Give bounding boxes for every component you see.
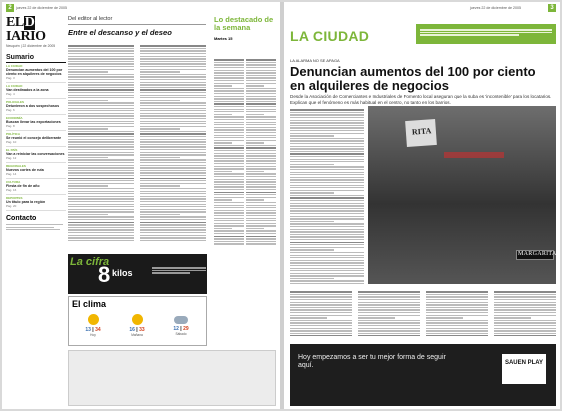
sumario-section: EL PAÍS — [6, 148, 18, 152]
temp-max: 34 — [95, 327, 101, 333]
sumario-title: Nuevos cortes de ruta — [6, 168, 44, 172]
sumario-section: LA CIUDAD — [6, 64, 23, 68]
sumario-title: Van destinados a la zona — [6, 88, 49, 92]
contacto-title: Contacto — [6, 215, 37, 222]
logo-box: D — [24, 16, 35, 30]
sumario-title: Van a reiniciar las conversaciones — [6, 152, 65, 156]
clima-day — [72, 312, 114, 342]
logo-prefix: EL — [6, 16, 24, 30]
page-number: 3 — [548, 4, 556, 12]
right-page — [284, 2, 560, 409]
article-headline: Denuncian aumentos del 100 por ciento en alquileres de negocios — [290, 64, 536, 93]
editor-column-2 — [140, 44, 206, 242]
photo-awning — [444, 152, 504, 158]
sumario-item — [6, 115, 66, 131]
clima-days — [72, 312, 204, 342]
sumario-section: REGIONALES — [6, 164, 26, 168]
sumario-item — [6, 147, 66, 163]
photo-sign-bottom-text: MARGARITA — [518, 251, 557, 257]
temp-min: 12 — [173, 326, 179, 332]
editor-kicker: Del editor al lector — [68, 16, 206, 25]
sumario-title: Denuncian aumentos del 100 por ciento en alquileres de negocios — [6, 68, 63, 76]
sumario-section: DEPORTES — [6, 196, 23, 200]
lower-columns — [290, 288, 556, 336]
sun-icon — [88, 314, 99, 325]
sumario-title: Se reunió el concejo deliberante — [6, 136, 62, 140]
sumario-page: Pág. 3 — [6, 76, 15, 80]
sumario-item — [6, 83, 66, 99]
promo-text — [420, 28, 552, 37]
ad-logo-text: SAUEN PLAY — [504, 360, 544, 366]
sumario-title: Sumario — [6, 54, 66, 63]
edition-line: Neuquén | 22 diciembre de 2005 — [6, 44, 56, 48]
clima-day-name: Sábado — [175, 332, 187, 336]
sumario-section: POLÍTICA — [6, 132, 20, 136]
temp-max: 33 — [139, 327, 145, 333]
lower-column-4 — [494, 290, 556, 336]
folio-date: jueves 22 de diciembre de 2005 — [470, 6, 521, 10]
sun-icon — [132, 314, 143, 325]
sumario-page: Pág. 6 — [6, 108, 15, 112]
destacado-day: Martes 15 — [214, 36, 233, 41]
sumario-section: POLICIALES — [6, 100, 25, 104]
clima-temps: 13 | 34 — [85, 327, 101, 333]
sumario-item — [6, 195, 66, 211]
advertisement-left — [68, 350, 276, 406]
sumario-item — [6, 63, 66, 83]
clima-day-name: Hoy — [90, 333, 96, 337]
sumario-page: Pág. 10 — [6, 140, 17, 144]
left-sidebar — [6, 16, 66, 406]
article-body — [290, 108, 364, 286]
destacado-column-1 — [214, 58, 244, 246]
page-number: 2 — [6, 4, 14, 12]
photo-sign — [405, 119, 437, 147]
folio-date: jueves 22 de diciembre de 2005 — [16, 6, 67, 10]
ad-headline: Hoy empezamos a ser tu mejor forma de seguir aquí. — [298, 354, 446, 369]
sumario-item — [6, 131, 66, 147]
sumario-list — [6, 63, 66, 211]
sumario-page: Pág. 4 — [6, 92, 15, 96]
sumario-section: ECONOMÍA — [6, 116, 23, 120]
sumario-page: Pág. 20 — [6, 204, 17, 208]
clima-day-name: Mañana — [131, 333, 143, 337]
sumario-item — [6, 163, 66, 179]
clima-day — [160, 312, 202, 342]
logo-suffix: IARIO — [6, 29, 46, 44]
destacado-title: Lo destacado de la semana — [214, 15, 274, 32]
sumario-title: Detuvieron a dos sospechosos — [6, 104, 60, 108]
sumario-page: Pág. 14 — [6, 172, 17, 176]
sumario-title: Fiesta de fin de año — [6, 184, 40, 188]
clima-title: El clima — [72, 299, 107, 309]
lower-column-2 — [358, 290, 420, 336]
left-page — [2, 2, 280, 409]
clima-temps: 16 | 33 — [129, 327, 145, 333]
ad-logo — [502, 354, 546, 384]
editor-header — [68, 16, 206, 37]
cloud-icon — [174, 316, 188, 324]
cifra-label: La cifra — [70, 256, 110, 268]
sumario-section: CULTURA — [6, 180, 21, 184]
clima-day — [116, 312, 158, 342]
photo-sign-bottom — [516, 250, 557, 260]
cifra-text — [152, 266, 206, 275]
contact-text — [6, 224, 66, 230]
sumario-item — [6, 99, 66, 115]
temp-min: 16 — [129, 327, 135, 333]
article-kicker: LA ALARMA NO SE APAGA — [290, 58, 340, 63]
editor-title: Entre el descanso y el deseo — [68, 28, 172, 37]
sumario-page: Pág. 12 — [6, 156, 17, 160]
destacado-column-2 — [246, 58, 276, 246]
lower-column-3 — [426, 290, 488, 336]
sumario-title: Buscan llevar las exportaciones — [6, 120, 61, 124]
editor-body — [68, 42, 206, 242]
lower-column-1 — [290, 290, 352, 336]
section-title: LA CIUDAD — [290, 28, 370, 44]
article-deck: Desde la Asociación de Comerciantes e Industriales de Fomento local aseguran que la suba es 'incontenible' para los locatarios. Explican que el fenómeno es más habitual en el centro, no tanto en los barrios. — [290, 94, 552, 105]
sumario-title: Un título para la región — [6, 200, 46, 204]
sumario-section: LA CIUDAD — [6, 84, 23, 88]
newspaper-spread — [2, 2, 560, 409]
cifra-number: 8 — [98, 262, 111, 287]
temp-min: 13 — [85, 327, 91, 333]
sumario-item — [6, 179, 66, 195]
cifra-unit: kilos — [112, 268, 133, 278]
destacado-body — [214, 56, 276, 246]
newspaper-logo — [6, 16, 66, 44]
sumario-page: Pág. 8 — [6, 124, 15, 128]
editor-column-1 — [68, 44, 134, 242]
photo-sign-text: RITA — [411, 126, 432, 137]
destacado-header — [214, 16, 276, 41]
clima-temps: 12 | 29 — [173, 326, 189, 332]
temp-max: 29 — [183, 326, 189, 332]
sumario-page: Pág. 16 — [6, 188, 17, 192]
